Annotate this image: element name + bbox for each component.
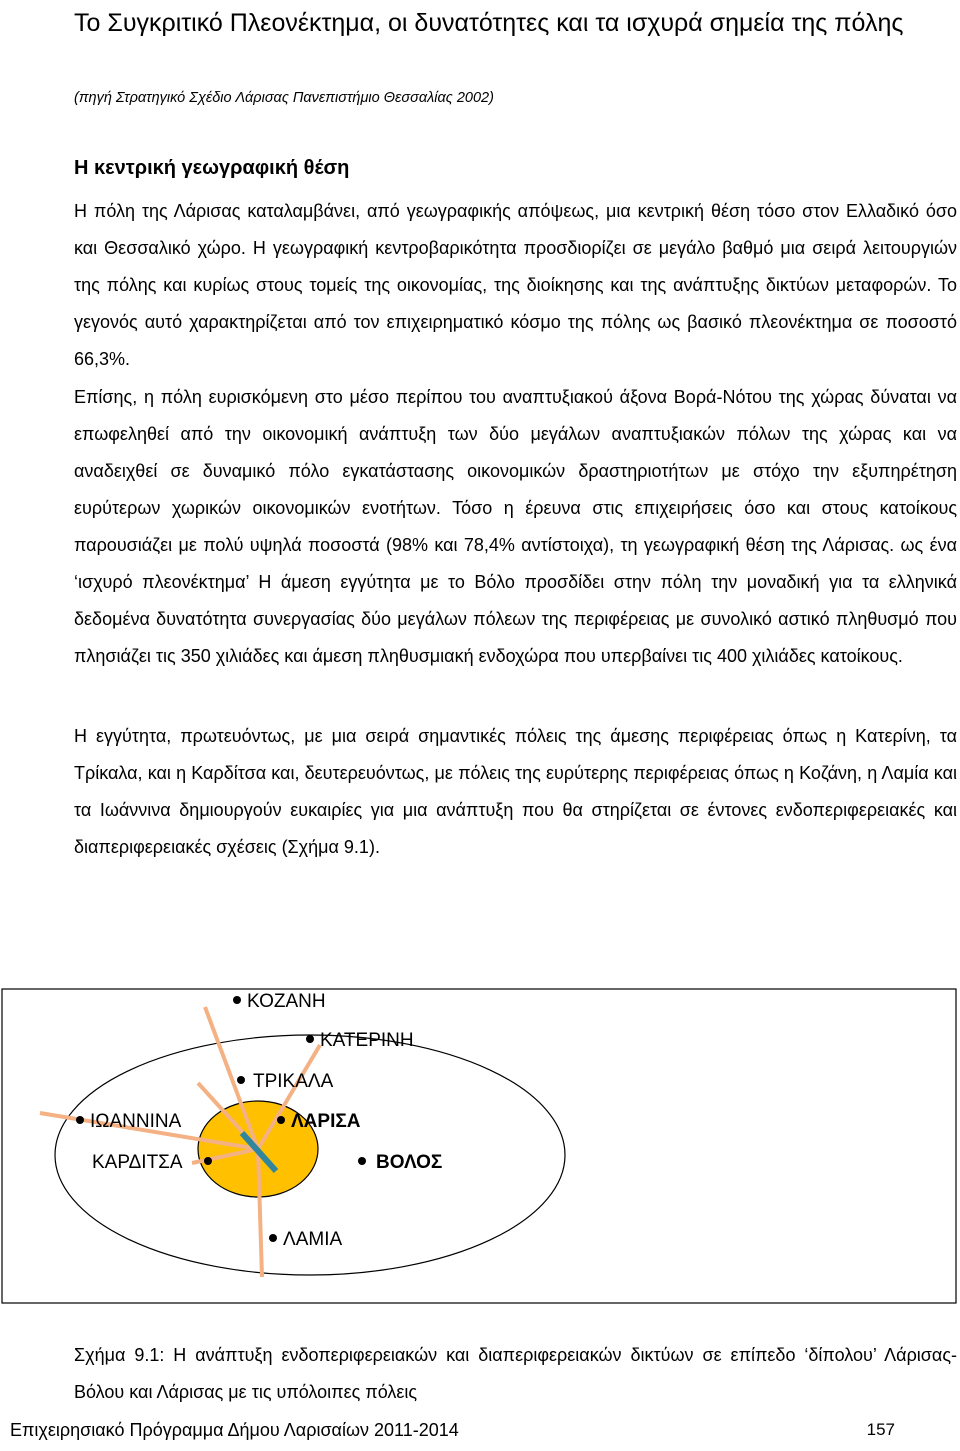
kozani-marker (233, 996, 241, 1004)
trikala-label: ΤΡΙΚΑΛΑ (253, 1071, 334, 1092)
paragraph-3-text: Η εγγύτητα, πρωτευόντως, με μια σειρά σημαντικές πόλεις της άμεσης περιφέρειας όπως η Κατερίνη, τα Τρίκαλα, και η Καρδίτσα και, δευτερευόντως, με πόλεις της ευρύτερης περιφέρειας όπως η Κοζάνη, η Λαμία και τα Ιωάννινα δημιουργούν ευκαιρίες για μια ανάπτυξη που θα στηρίζεται σε έντονες ενδοπεριφερειακές και διαπεριφερειακές σχέσεις (Σχήμα 9.1). (74, 726, 957, 857)
katerini-marker (306, 1035, 314, 1043)
network-diagram (0, 985, 960, 1305)
section-heading: Η κεντρική γεωγραφική θέση (74, 157, 350, 179)
volos-marker (358, 1157, 366, 1165)
volos-label: ΒΟΛΟΣ (376, 1152, 443, 1173)
lamia-marker (269, 1234, 277, 1242)
larisa-marker (277, 1116, 285, 1124)
karditsa-label: ΚΑΡΔΙΤΣΑ (92, 1152, 183, 1173)
ioannina-marker (76, 1116, 84, 1124)
figure-caption (74, 1337, 957, 1411)
page-title: Το Συγκριτικό Πλεονέκτημα, οι δυνατότητες και τα ισχυρά σημεία της πόλης (74, 9, 904, 37)
footer-text: Επιχειρησιακό Πρόγραμμα Δήμου Λαρισαίων 2011-2014 (10, 1420, 459, 1440)
page-number: 157 (866, 1420, 895, 1439)
source-note: (πηγή Στρατηγικό Σχέδιο Λάρισας Πανεπιστήμιο Θεσσαλίας 2002) (74, 90, 494, 106)
paragraph-2 (74, 379, 957, 675)
ioannina-label: ΙΩΑΝΝΙΝΑ (90, 1111, 182, 1132)
karditsa-marker (204, 1157, 212, 1165)
kozani-label: ΚΟΖΑΝΗ (247, 991, 326, 1012)
katerini-label: ΚΑΤΕΡΙΝΗ (320, 1030, 414, 1051)
paragraph-3 (74, 718, 957, 866)
paragraph-1-text: Η πόλη της Λάρισας καταλαμβάνει, από γεωγραφικής απόψεως, μια κεντρική θέση τόσο στον Ελλαδικό όσο και Θεσσαλικό χώρο. Η γεωγραφική κεντροβαρικότητα προσδιορίζει σε μεγάλο βαθμό μια σειρά λειτουργιών της πόλης και κυρίως στους τομείς της οικονομίας, της διοίκησης και της ανάπτυξης δικτύων μεταφορών. Το γεγονός αυτό χαρακτηρίζεται από τον επιχειρηματικό κόσμο της πόλης ως βασικό πλεονέκτημα σε ποσοστό 66,3%. (74, 201, 957, 369)
paragraph-2-text: Επίσης, η πόλη ευρισκόμενη στο μέσο περίπου του αναπτυξιακού άξονα Βορά-Νότου της χώρας δύναται να επωφεληθεί από την οικονομική ανάπτυξη των δύο μεγάλων αναπτυξιακών πόλων της χώρας και να αναδειχθεί σε δυναμικό πόλο εγκατάστασης οικονομικών δραστηριοτήτων με στόχο την εξυπηρέτηση ευρύτερων χωρικών οικονομικών ενοτήτων. Τόσο η έρευνα στις επιχειρήσεις όσο και στους κατοίκους παρουσιάζει με πολύ υψηλά ποσοστά (98% και 78,4% αντίστοιχα), τη γεωγραφική θέση της Λάρισας. ως ένα ‘ισχυρό πλεονέκτημα’ Η άμεση εγγύτητα με το Βόλο προσδίδει στην πόλη την μοναδική για τα ελληνικά δεδομένα δυνατότητα συνεργασίας δύο μεγάλων πόλεων της περιφέρειας με συνολικό αστικό πληθυσμό που πλησιάζει τις 350 χιλιάδες και άμεση πληθυσμιακή ενδοχώρα που υπερβαίνει τις 400 χιλιάδες κατοίκους. (74, 387, 957, 666)
larisa-label: ΛΑΡΙΣΑ (291, 1111, 361, 1132)
trikala-marker (237, 1076, 245, 1084)
lamia-label: ΛΑΜΙΑ (283, 1229, 343, 1250)
figure-caption-text: Σχήμα 9.1: Η ανάπτυξη ενδοπεριφερειακών και διαπεριφερειακών δικτύων σε επίπεδο ‘δίπολου’ Λάρισας- Βόλου και Λάρισας με τις υπόλοιπες πόλεις (74, 1345, 957, 1402)
paragraph-1 (74, 193, 957, 378)
page-footer (10, 1420, 895, 1441)
